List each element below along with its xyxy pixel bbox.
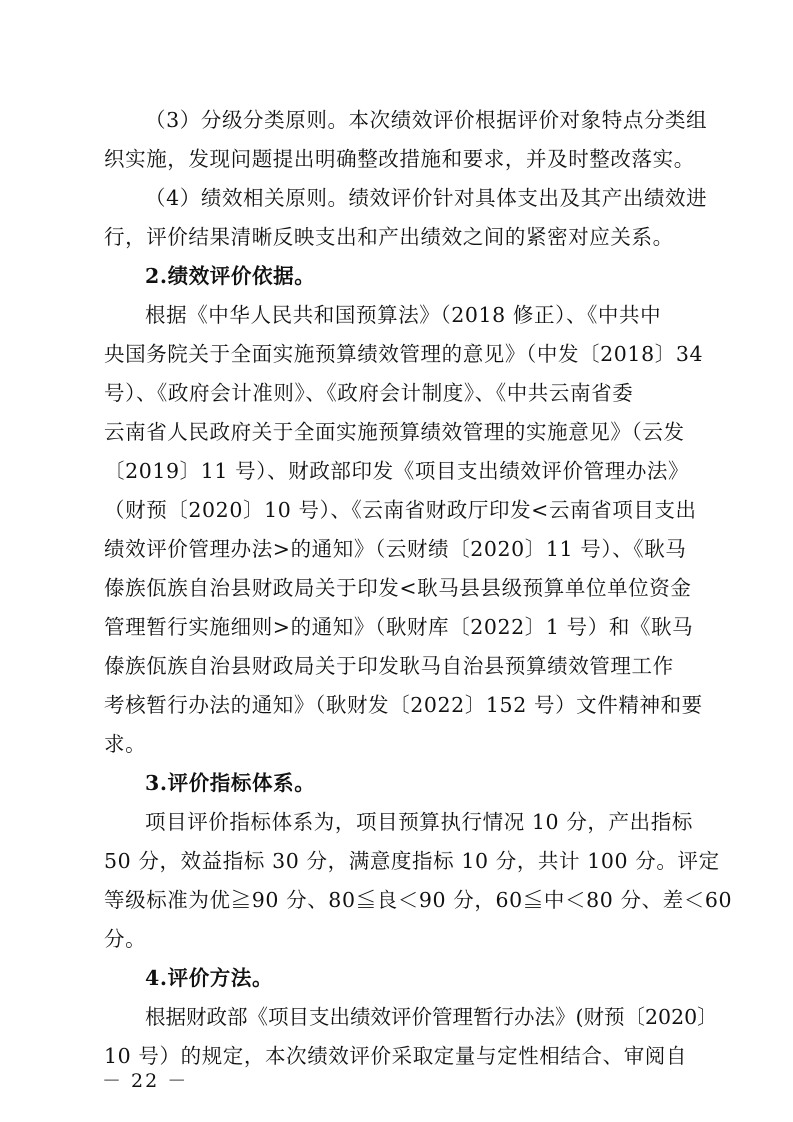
section-heading: 3.评价指标体系。 bbox=[145, 771, 316, 795]
paragraph-line: 求。 bbox=[104, 732, 147, 756]
paragraph-line: 号）、《政府会计准则》、《政府会计制度》、《中共云南省委 bbox=[104, 381, 634, 405]
section-heading: 4.评价方法。 bbox=[145, 966, 274, 990]
paragraph-line: 傣族佤族自治县财政局关于印发耿马自治县预算绩效管理工作 bbox=[104, 654, 674, 678]
paragraph-line: 云南省人民政府关于全面实施预算绩效管理的实施意见》（云发 bbox=[104, 420, 685, 444]
paragraph-line: 傣族佤族自治县财政局关于印发<耿马县县级预算单位单位资金 bbox=[104, 576, 692, 600]
paragraph-line: 管理暂行实施细则>的通知》（耿财库〔2022〕1 号）和《耿马 bbox=[104, 615, 694, 639]
paragraph-line: 等级标准为优≧90 分、80≦良＜90 分，60≦中＜80 分、差＜60 bbox=[104, 888, 733, 912]
paragraph-line: 绩效评价管理办法>的通知》（云财绩〔2020〕11 号）、《耿马 bbox=[104, 537, 687, 561]
paragraph-line: 考核暂行办法的通知》（耿财发〔2022〕152 号）文件精神和要 bbox=[104, 693, 703, 717]
paragraph-line: 分。 bbox=[104, 927, 147, 951]
paragraph-line: 行，评价结果清晰反映支出和产出绩效之间的紧密对应关系。 bbox=[104, 225, 674, 249]
page-number: － 22 － bbox=[102, 1070, 189, 1092]
section-heading: 2.绩效评价依据。 bbox=[145, 264, 316, 288]
paragraph-line: （3）分级分类原则。本次绩效评价根据评价对象特点分类组 bbox=[145, 108, 708, 132]
paragraph-line: 50 分，效益指标 30 分，满意度指标 10 分，共计 100 分。评定 bbox=[104, 849, 720, 873]
paragraph-line: 织实施，发现问题提出明确整改措施和要求，并及时整改落实。 bbox=[104, 147, 695, 171]
paragraph-line: 10 号）的规定，本次绩效评价采取定量与定性相结合、审阅自 bbox=[104, 1044, 687, 1068]
paragraph-line: （财预〔2020〕10 号）、《云南省财政厅印发<云南省项目支出 bbox=[104, 498, 697, 522]
paragraph-line: 项目评价指标体系为，项目预算执行情况 10 分，产出指标 bbox=[145, 810, 693, 834]
paragraph-line: 根据财政部《项目支出绩效评价管理暂行办法》(财预〔2020〕 bbox=[145, 1005, 718, 1029]
paragraph-line: 央国务院关于全面实施预算绩效管理的意见》（中发〔2018〕34 bbox=[104, 342, 704, 366]
paragraph-line: 〔2019〕11 号）、财政部印发《项目支出绩效评价管理办法》 bbox=[104, 459, 690, 483]
paragraph-line: （4）绩效相关原则。绩效评价针对具体支出及其产出绩效进 bbox=[145, 186, 708, 210]
paragraph-line: 根据《中华人民共和国预算法》（2018 修正）、《中共中 bbox=[145, 303, 662, 327]
